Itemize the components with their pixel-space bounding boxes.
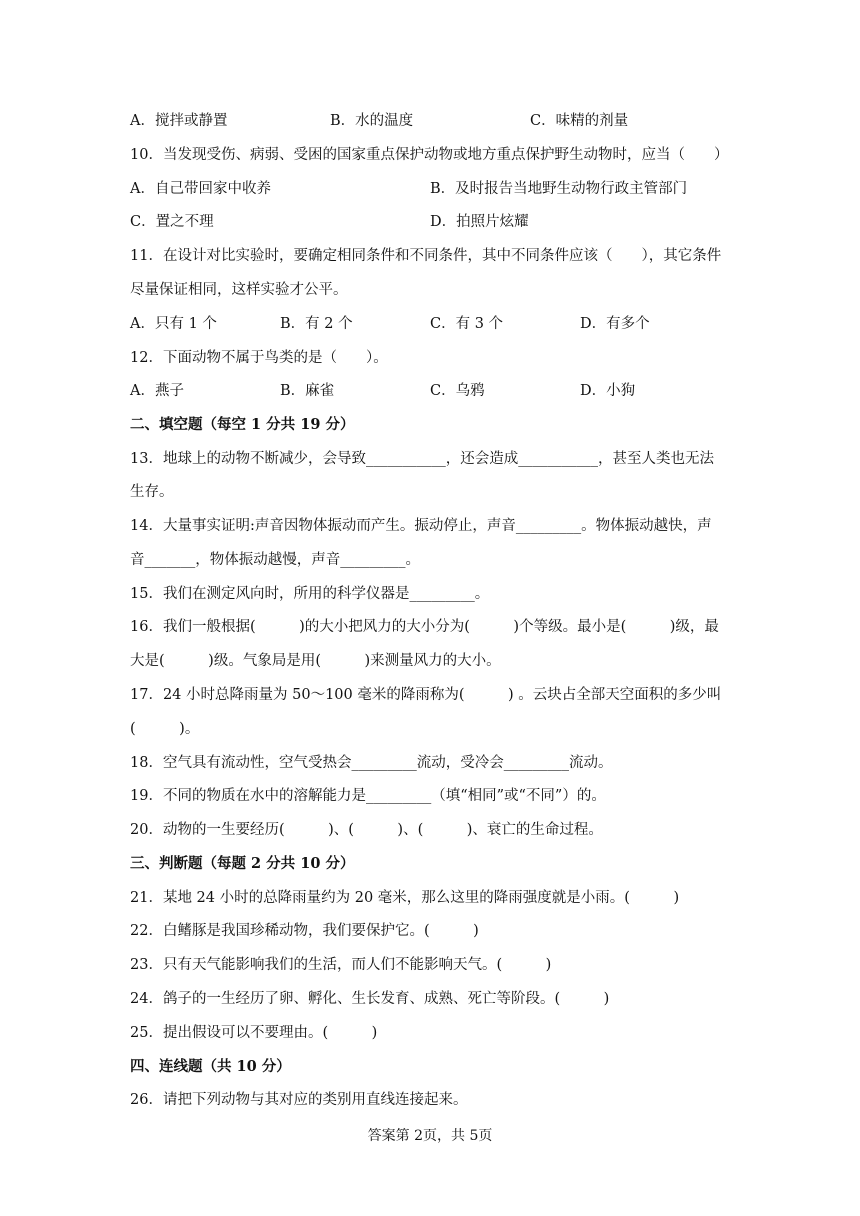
q10-options-row1 [130,179,735,199]
q14-line2: 音_______，物体振动越慢，声音_________。 [130,552,420,568]
q22: 22．白鳍豚是我国珍稀动物，我们要保护它。( ) [130,923,479,939]
q10-option-c: C．置之不理 [130,214,214,230]
q15: 15．我们在测定风向时，所用的科学仪器是_________。 [130,586,490,602]
q10-options-row2 [130,212,735,232]
page-footer: 答案第 2页，共 5页 [367,1128,493,1144]
q12-stem: 12．下面动物不属于鸟类的是（ ）。 [130,350,388,366]
q13-line2: 生存。 [130,484,174,500]
q11-option-a: A．只有 1 个 [130,316,217,332]
q11-option-c: C．有 3 个 [430,316,504,332]
q19: 19．不同的物质在水中的溶解能力是_________（填“相同”或“不同”）的。 [130,788,606,804]
q9-options [130,111,735,131]
q12-option-b: B．麻雀 [280,383,335,399]
q17-line2: ( )。 [130,721,200,737]
q24: 24．鸽子的一生经历了卵、孵化、生长发育、成熟、死亡等阶段。( ) [130,991,610,1007]
q10-stem: 10．当发现受伤、病弱、受困的国家重点保护动物或地方重点保护野生动物时，应当（ ） [130,147,729,163]
q20: 20．动物的一生要经历( )、( )、( )、衰亡的生命过程。 [130,822,603,838]
q11-option-d: D．有多个 [580,316,650,332]
q23: 23．只有天气能影响我们的生活，而人们不能影响天气。( ) [130,957,552,973]
q11-stem-line2: 尽量保证相同，这样实验才公平。 [130,282,348,298]
q11-stem-line1: 11．在设计对比实验时，要确定相同条件和不同条件，其中不同条件应该（ ），其它条件 [130,248,722,264]
q25: 25．提出假设可以不要理由。( ) [130,1025,378,1041]
q13-line1: 13．地球上的动物不断减少，会导致___________，还会造成___________，甚至人类也无法 [130,451,714,467]
q9-option-b: B．水的温度 [330,113,414,129]
section-judgement-heading: 三、判断题（每题 2 分共 10 分） [130,855,355,872]
q21: 21．某地 24 小时的总降雨量约为 20 毫米，那么这里的降雨强度就是小雨。( ) [130,890,680,906]
q11-options [130,314,735,334]
q26: 26．请把下列动物与其对应的类别用直线连接起来。 [130,1092,468,1108]
q10-option-b: B．及时报告当地野生动物行政主管部门 [430,181,688,197]
q10-option-a: A．自己带回家中收养 [130,181,271,197]
q12-option-a: A．燕子 [130,383,184,399]
q12-options [130,381,735,401]
section-fill-in-heading: 二、填空题（每空 1 分共 19 分） [130,416,355,433]
q14-line1: 14．大量事实证明:声音因物体振动而产生。振动停止，声音_________。物体振动越快，声 [130,518,712,534]
q18: 18．空气具有流动性，空气受热会_________流动，受冷会_________流动。 [130,755,613,771]
section-matching-heading: 四、连线题（共 10 分） [130,1058,291,1075]
q10-option-d: D．拍照片炫耀 [430,214,529,230]
q9-option-a: A．搅拌或静置 [130,113,228,129]
q17-line1: 17．24 小时总降雨量为 50～100 毫米的降雨称为( ) 。云块占全部天空面积的多少叫 [130,687,722,703]
q12-option-c: C．乌鸦 [430,383,485,399]
q12-option-d: D．小狗 [580,383,636,399]
q9-option-c: C．味精的剂量 [530,113,629,129]
q11-option-b: B．有 2 个 [280,316,353,332]
q16-line2: 大是( )级。气象局是用( )来测量风力的大小。 [130,653,501,669]
q16-line1: 16．我们一般根据( )的大小把风力的大小分为( )个等级。最小是( )级，最 [130,619,719,635]
